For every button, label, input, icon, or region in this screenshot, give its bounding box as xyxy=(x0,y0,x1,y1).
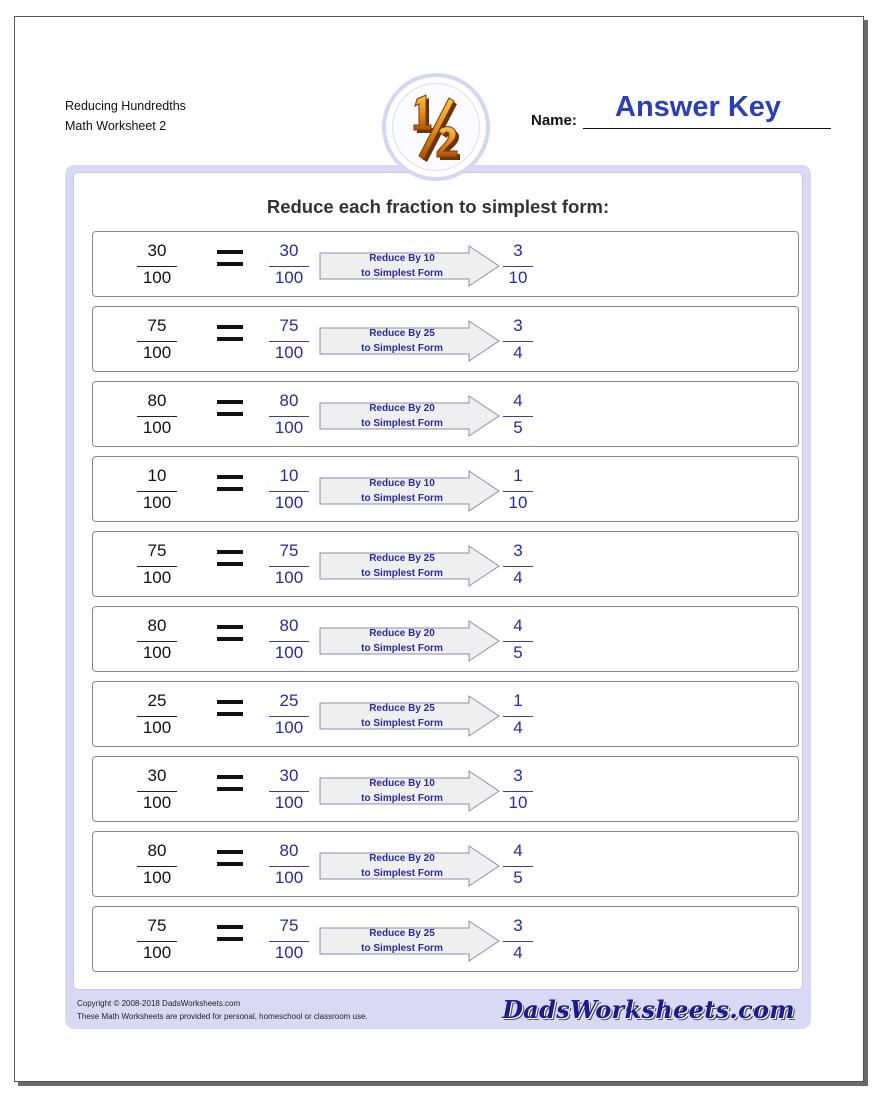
simplest-numerator: 3 xyxy=(513,316,523,335)
question-numerator: 30 xyxy=(147,766,167,785)
name-field xyxy=(531,87,831,131)
simplest-denominator: 10 xyxy=(508,268,528,287)
fraction-bar xyxy=(137,491,177,492)
reduce-arrow xyxy=(319,920,501,962)
fraction-bar xyxy=(503,641,533,642)
problem-row xyxy=(92,831,799,897)
fraction-bar xyxy=(269,566,309,567)
fraction-bar xyxy=(137,566,177,567)
question-numerator: 25 xyxy=(147,691,167,710)
fraction-bar xyxy=(137,416,177,417)
answer-numerator: 25 xyxy=(279,691,299,710)
reduce-by-label: Reduce By 25 xyxy=(369,703,435,714)
answer-numerator: 80 xyxy=(279,391,299,410)
problem-row xyxy=(92,306,799,372)
logo-glyph xyxy=(398,89,474,165)
fraction-bar xyxy=(269,941,309,942)
simplest-numerator: 4 xyxy=(513,391,523,410)
answer-numerator: 75 xyxy=(279,541,299,560)
answer-denominator: 100 xyxy=(274,943,304,962)
question-numerator: 80 xyxy=(147,616,167,635)
reduce-arrow xyxy=(319,695,501,737)
simplest-form-label: to Simplest Form xyxy=(361,718,443,729)
equals-sign xyxy=(217,325,243,341)
answer-numerator: 75 xyxy=(279,316,299,335)
fraction-bar xyxy=(269,641,309,642)
fraction-bar xyxy=(503,941,533,942)
fraction-bar xyxy=(503,866,533,867)
simplest-denominator: 4 xyxy=(513,568,523,587)
fraction-bar xyxy=(137,716,177,717)
question-denominator: 100 xyxy=(142,793,172,812)
problem-row xyxy=(92,381,799,447)
usage-note: These Math Worksheets are provided for personal, homeschool or classroom use. xyxy=(77,1012,368,1021)
simplest-numerator: 3 xyxy=(513,766,523,785)
question-denominator: 100 xyxy=(142,568,172,587)
answer-numerator: 75 xyxy=(279,916,299,935)
answer-numerator: 80 xyxy=(279,841,299,860)
answer-key-label: Answer Key xyxy=(615,91,782,123)
question-denominator: 100 xyxy=(142,868,172,887)
reduce-arrow xyxy=(319,470,501,512)
fraction-bar xyxy=(137,866,177,867)
reduce-by-label: Reduce By 10 xyxy=(369,778,435,789)
worksheet-page xyxy=(14,16,864,1082)
equals-sign xyxy=(217,850,243,866)
reduce-arrow xyxy=(319,395,501,437)
answer-denominator: 100 xyxy=(274,343,304,362)
answer-numerator: 30 xyxy=(279,241,299,260)
question-numerator: 80 xyxy=(147,391,167,410)
question-numerator: 75 xyxy=(147,316,167,335)
simplest-form-label: to Simplest Form xyxy=(361,943,443,954)
question-numerator: 75 xyxy=(147,541,167,560)
problem-row xyxy=(92,456,799,522)
reduce-arrow xyxy=(319,620,501,662)
fraction-bar xyxy=(503,791,533,792)
simplest-form-label: to Simplest Form xyxy=(361,343,443,354)
problems-panel xyxy=(65,165,811,1029)
fraction-bar xyxy=(503,566,533,567)
name-label: Name: xyxy=(531,112,577,129)
answer-denominator: 100 xyxy=(274,568,304,587)
fraction-bar xyxy=(503,266,533,267)
half-fraction-icon xyxy=(382,73,490,181)
simplest-form-label: to Simplest Form xyxy=(361,568,443,579)
equals-sign xyxy=(217,250,243,266)
question-denominator: 100 xyxy=(142,343,172,362)
question-denominator: 100 xyxy=(142,643,172,662)
fraction-bar xyxy=(269,716,309,717)
question-numerator: 75 xyxy=(147,916,167,935)
simplest-numerator: 4 xyxy=(513,616,523,635)
simplest-numerator: 3 xyxy=(513,241,523,260)
fraction-bar xyxy=(503,716,533,717)
fraction-bar xyxy=(269,266,309,267)
fraction-bar xyxy=(503,416,533,417)
fraction-bar xyxy=(503,341,533,342)
answer-numerator: 30 xyxy=(279,766,299,785)
simplest-denominator: 10 xyxy=(508,793,528,812)
simplest-numerator: 4 xyxy=(513,841,523,860)
fraction-bar xyxy=(503,491,533,492)
simplest-numerator: 1 xyxy=(513,466,523,485)
fraction-bar xyxy=(269,416,309,417)
fraction-bar xyxy=(137,641,177,642)
question-denominator: 100 xyxy=(142,418,172,437)
fraction-bar xyxy=(137,341,177,342)
question-numerator: 80 xyxy=(147,841,167,860)
reduce-by-label: Reduce By 20 xyxy=(369,853,435,864)
answer-denominator: 100 xyxy=(274,493,304,512)
answer-denominator: 100 xyxy=(274,643,304,662)
simplest-form-label: to Simplest Form xyxy=(361,793,443,804)
question-numerator: 10 xyxy=(147,466,167,485)
question-denominator: 100 xyxy=(142,268,172,287)
reduce-by-label: Reduce By 10 xyxy=(369,253,435,264)
equals-sign xyxy=(217,625,243,641)
reduce-by-label: Reduce By 25 xyxy=(369,553,435,564)
brand-logo: DadsWorksheets.com xyxy=(502,995,795,1024)
question-denominator: 100 xyxy=(142,493,172,512)
simplest-denominator: 10 xyxy=(508,493,528,512)
worksheet-title: Reducing Hundredths xyxy=(65,99,186,113)
fraction-bar xyxy=(269,341,309,342)
answer-denominator: 100 xyxy=(274,418,304,437)
equals-sign xyxy=(217,400,243,416)
name-underline xyxy=(583,128,831,129)
fraction-bar xyxy=(137,266,177,267)
answer-denominator: 100 xyxy=(274,868,304,887)
simplest-denominator: 5 xyxy=(513,643,523,662)
simplest-denominator: 5 xyxy=(513,418,523,437)
question-numerator: 30 xyxy=(147,241,167,260)
instructions: Reduce each fraction to simplest form: xyxy=(266,196,610,217)
reduce-arrow xyxy=(319,845,501,887)
answer-denominator: 100 xyxy=(274,268,304,287)
problems-area xyxy=(73,172,803,990)
answer-numerator: 80 xyxy=(279,616,299,635)
simplest-form-label: to Simplest Form xyxy=(361,268,443,279)
simplest-denominator: 4 xyxy=(513,343,523,362)
simplest-numerator: 1 xyxy=(513,691,523,710)
equals-sign xyxy=(217,700,243,716)
simplest-denominator: 5 xyxy=(513,868,523,887)
reduce-arrow xyxy=(319,545,501,587)
problem-row xyxy=(92,231,799,297)
problem-row xyxy=(92,906,799,972)
simplest-form-label: to Simplest Form xyxy=(361,643,443,654)
problem-row xyxy=(92,681,799,747)
equals-sign xyxy=(217,925,243,941)
simplest-numerator: 3 xyxy=(513,916,523,935)
reduce-by-label: Reduce By 20 xyxy=(369,628,435,639)
simplest-denominator: 4 xyxy=(513,718,523,737)
fraction-bar xyxy=(269,866,309,867)
problem-row xyxy=(92,756,799,822)
problem-row xyxy=(92,606,799,672)
fraction-bar xyxy=(137,941,177,942)
reduce-by-label: Reduce By 20 xyxy=(369,403,435,414)
equals-sign xyxy=(217,475,243,491)
simplest-form-label: to Simplest Form xyxy=(361,418,443,429)
simplest-denominator: 4 xyxy=(513,943,523,962)
fraction-bar xyxy=(137,791,177,792)
simplest-form-label: to Simplest Form xyxy=(361,868,443,879)
reduce-arrow xyxy=(319,320,501,362)
worksheet-subtitle: Math Worksheet 2 xyxy=(65,119,167,133)
question-denominator: 100 xyxy=(142,718,172,737)
copyright-text: Copyright © 2008-2018 DadsWorksheets.com xyxy=(77,999,241,1008)
answer-numerator: 10 xyxy=(279,466,299,485)
reduce-arrow xyxy=(319,245,501,287)
fraction-bar xyxy=(269,491,309,492)
equals-sign xyxy=(217,775,243,791)
reduce-by-label: Reduce By 25 xyxy=(369,928,435,939)
answer-denominator: 100 xyxy=(274,718,304,737)
reduce-by-label: Reduce By 25 xyxy=(369,328,435,339)
answer-denominator: 100 xyxy=(274,793,304,812)
problem-row xyxy=(92,531,799,597)
question-denominator: 100 xyxy=(142,943,172,962)
fraction-bar xyxy=(269,791,309,792)
reduce-by-label: Reduce By 10 xyxy=(369,478,435,489)
simplest-numerator: 3 xyxy=(513,541,523,560)
equals-sign xyxy=(217,550,243,566)
simplest-form-label: to Simplest Form xyxy=(361,493,443,504)
reduce-arrow xyxy=(319,770,501,812)
